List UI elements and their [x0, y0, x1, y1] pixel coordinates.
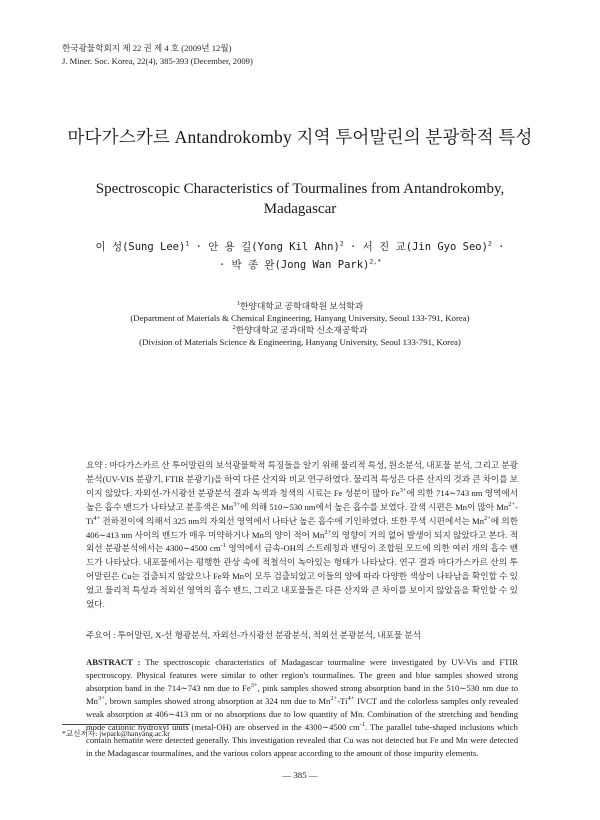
affiliation-1-ko: $^1$한양대학교 공학대학원 보석학과 [236, 300, 364, 311]
author: · 서 진 교(Jin Gyo Seo)$^2$ · [350, 239, 505, 253]
title-english: Spectroscopic Characteristics of Tourmalines from Antandrokomby, Madagascar [95, 181, 505, 217]
author: · 안 용 길(Yong Kil Ahn)$^2$ [195, 239, 344, 253]
abstract-english: ABSTRACT : The spectroscopic characteristics of Madagascar tourmaline were investigated by UV-Vis and FTIR spectroscopy. Physical features were similar to other region's tourmalines. The green and blue samples showed strong absorption band in the 714∼743 nm due to $Fe^{3+}$, pink samples showed strong absorption band in the 510∼530 nm due to $Mn^{3+}$, brown samples showed strong absorption at 324 nm due to $Mn^{2+}-Ti^{4+}$ IVCT and the colorless samples only revealed weak absorption at 406∼413 nm or no absorptions due to low quantity of Mn. Combination of the stretching and bending mode cationic hydroxyl units (metal-OH) are observed in the 4300∼4500 $cm^{-1}$. The parallel tube-shaped inclusions which contain hematite were detected generally. This investigation revealed that Cu was not detected but Fe and Mn were detected in the Madagascar tourmalines, and the various colors appear according to the amount of those impurity elements. [86, 657, 519, 758]
affiliation-2-en: (Division of Materials Science & Engineering, Hanyang University, Seoul 133-791, Korea) [139, 337, 461, 347]
keywords-korean [86, 629, 526, 642]
journal-header [62, 42, 253, 68]
affiliation-1-en: (Department of Materials & Chemical Engineering, Hanyang University, Seoul 133-791, Korea) [130, 313, 470, 323]
page-number: ― 385 ― [282, 770, 318, 780]
title-korean: 마다가스카르 Antandrokomby 지역 투어말린의 분광학적 특성 [67, 127, 533, 147]
abstract-en-label: ABSTRACT : [86, 657, 146, 667]
author-list [60, 238, 540, 274]
author: · 박 종 완(Jong Wan Park)$^{2,*}$ [218, 257, 382, 271]
abstract-korean: 요약 : 마다가스카르 산 투어말린의 보석광물학적 특징들을 알기 위해 물리적 특성, 원소분석, 내포물 분석, 그리고 분광분석(UV-VIS 분광기, FTIR 분광기)을 하여 다른 산지와 비교 연구하였다. 물리적 특성은 다른 산지의 것과 큰 차이를 보이지 않았다. 자외선-가시광선 분광분석 결과 녹색과 청색의 시료는 Fe 성분이 많아 $Fe^{3+}$에 의한 714∼743 nm 영역에서 높은 흡수 밴드가 나타났고 분홍색은 $Mn^{3+}$에 의해 510∼530 nm에서 높은 흡수를 보였다. 갈색 시편은 Mn이 많아 $Mn^{2+}-Ti^{4+}$ 전하전이에 의해서 325 nm의 자외선 영역에서 나타난 높은 흡수에 기인하였다. 또한 무색 시편에서는 $Mn^{2+}$에 의한 406∼413 nm 사이의 밴드가 매우 미약하거나 Mn의 양이 적어 $Mn^{2+}$의 영향이 거의 없어 발생이 되지 않았다고 본다. 적외선 분광분석에서는 4300∼4500 $cm^{-1}$ 영역에서 금속-OH의 스트레칭과 밴딩이 조합된 모드에 의한 여러 개의 흡수 밴드가 나타났다. 내포물에서는 평행한 관상 속에 적철석이 녹아있는 형태가 나타났다. 연구 결과 마다가스카르 산의 투어말린은 Cu는 검출되지 않았으나 Fe와 Mn이 모두 검출되었고 이들의 양에 따라 다양한 색상이 나타남을 확인할 수 있었고 물리적 특성과 적외선 영역의 흡수 밴드, 그리고 내포물들은 다른 산지와 큰 차이를 보이지 않았음을 확인할 수 있었다. [86, 460, 518, 610]
journal-citation-ko: 한국광물학회지 제 22 권 제 4 호 (2009년 12월) [62, 43, 232, 53]
affiliations [40, 300, 560, 348]
keywords-text: 투어말린, X-선 형광분석, 자외선-가시광선 분광분석, 적외선 분광분석, 내포물 분석 [117, 630, 421, 640]
journal-citation-en: J. Miner. Soc. Korea, 22(4), 385-393 (December, 2009) [62, 56, 253, 66]
footnote-divider [62, 724, 190, 725]
corresponding-author-footnote [62, 728, 170, 739]
corresponding-email-link[interactable]: *교신저자: jwpark@hanyang.ac.kr [62, 729, 170, 738]
abstract-ko-label: 요약 : [86, 460, 110, 470]
affiliation-2-ko: $^2$한양대학교 공과대학 신소재공학과 [232, 324, 368, 335]
author: 이 성(Sung Lee)$^1$ [95, 239, 190, 253]
keywords-label: 주요어 : [86, 630, 118, 640]
